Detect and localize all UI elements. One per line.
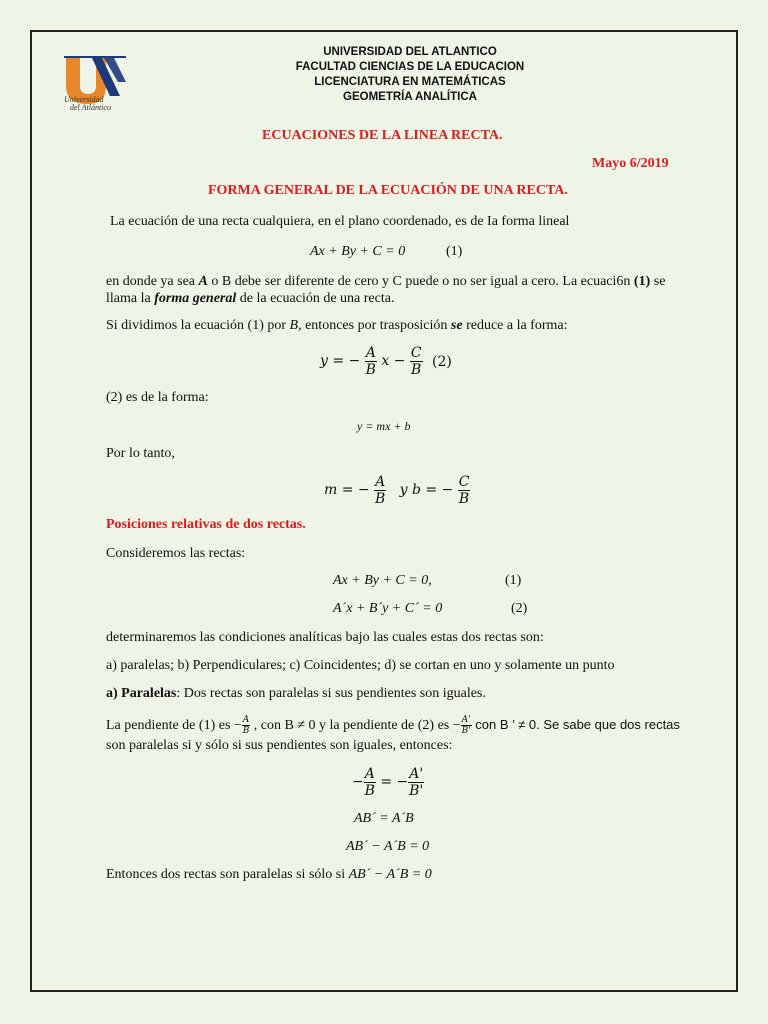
text-segment: se [650,274,666,289]
numerator: C [410,344,422,361]
text-segment: o B debe ser diferente de cero y C puede o no ser igual a cero. La ecuaci6n [207,274,634,289]
equation-m: m = − [324,482,370,498]
university-logo [62,52,130,116]
var-b: B [289,318,299,333]
case-label-parallel: a) Paralelas [106,686,177,701]
equation-lhs: y = − [320,353,361,369]
numerator: A [375,473,386,490]
section-title-relative-positions: Posiciones relativas de dos rectas. [106,517,306,532]
equation-text: Ax + By + C = 0 [310,244,406,259]
paragraph-cases-list: a) paralelas; b) Perpendiculares; c) Coincidentes; d) se cortan en uno y solamente un punto [106,658,615,673]
paragraph-slopes [106,711,680,740]
equation-middle: x − [381,353,406,369]
var-a: A [198,274,208,289]
paragraph-form-of: (2) es de la forma: [106,390,209,405]
institution-header [250,45,570,105]
paragraph-parallel-definition [106,685,486,703]
text-segment: Entonces dos rectas son paralelas si sólo si [106,867,349,882]
fraction-c-over-b [410,345,423,378]
paragraph-consider: Consideremos las rectas: [106,546,246,561]
logo-text-line1: Universidad [64,95,104,104]
equation-slopes-equal [352,764,424,800]
equation-m-and-b [324,472,470,508]
equation-slope-intercept: y = mx + b [357,419,411,433]
text-segment: con B ’ ≠ 0. Se sabe que dos rectas [471,717,680,732]
denominator: B [411,361,422,378]
paragraph-parallel-iff: son paralelas si y sólo si sus pendientes son iguales, entonces: [106,738,453,753]
header-program: LICENCIATURA EN MATEMÁTICAS [314,76,506,88]
paragraph-therefore: Por lo tanto, [106,446,175,461]
text-segment: , con B ≠ 0 y la pendiente de (2) es − [250,718,461,733]
denominator: B [458,490,470,507]
equation-number-line-1: (1) [505,573,522,588]
text-segment: Si dividimos la ecuación (1) por [106,318,290,333]
text-segment: reduce a la forma: [462,318,568,333]
equation-number-1: (1) [446,244,463,259]
equation-cross-difference: AB´ − A´B = 0 [346,839,430,854]
denominator: B [375,490,386,507]
paragraph-division [106,317,568,335]
section-title-general-form: FORMA GENERAL DE LA ECUACIÓN DE UNA RECTA. [208,183,568,198]
word-se: se [450,318,463,333]
denominator: B [364,782,375,799]
header-faculty: FACULTAD CIENCIAS DE LA EDUCACION [295,61,525,73]
equation-inline: AB´ − A´B = 0 [348,867,432,882]
denominator: B [365,361,376,378]
denominator: B [242,726,250,737]
text-segment: La pendiente de (1) es − [106,718,242,733]
text-segment: , entonces por trasposición [298,318,451,333]
equation-line-2: A´x + B´y + C´ = 0 [333,601,443,616]
equation-cross-product: AB´ = A´B [354,811,414,826]
document-title: ECUACIONES DE LA LINEA RECTA. [262,128,503,143]
text-segment: : Dos rectas son paralelas si sus pendientes son iguales. [176,686,486,701]
equation-number-line-2: (2) [511,601,528,616]
text-segment: en donde ya sea [106,274,199,289]
equation-middle: = − [380,774,409,790]
numerator: A' [461,715,471,726]
header-course: GEOMETRÍA ANALÍTICA [343,91,477,103]
denominator: B' [409,782,424,799]
logo-text-line2: del Atlántico [70,103,111,112]
header-university: UNIVERSIDAD DEL ATLANTICO [323,46,497,58]
paragraph-intro: La ecuación de una recta cualquiera, en el plano coordenado, es de Ia forma lineal [110,214,570,229]
text-segment: de la ecuación de una recta. [236,291,395,306]
fraction-a-over-b [365,345,377,378]
numerator: C [458,473,470,490]
denominator: B' [461,726,471,737]
equation-reference: (1) [633,274,651,289]
equation-number-2: (2) [432,354,452,370]
paragraph-conditions: determinaremos las condiciones analíticas bajo las cuales estas dos rectas son: [106,630,544,645]
paragraph-condition-line2 [106,290,394,308]
numerator: A [365,344,376,361]
equation-line-1: Ax + By + C = 0, [333,573,432,588]
paragraph-condition-line1 [106,273,665,291]
numerator: A [242,715,250,726]
fraction-a-prime-over-b-prime-small [461,715,472,736]
equation-slope-intercept-derived [320,343,423,379]
numerator: A' [409,765,424,782]
term-general-form: forma general [154,291,237,306]
logo-text [64,96,111,112]
numerator: A [364,765,375,782]
fraction-c-over-b [458,474,471,507]
fraction-a-prime-over-b-prime [408,766,424,799]
fraction-a-over-b [364,766,376,799]
fraction-a-over-b [374,474,386,507]
text-segment: llama la [106,291,155,306]
paragraph-conclusion [106,866,432,884]
equation-general-form [310,243,405,261]
equation-sign: − [352,774,364,790]
document-date: Mayo 6/2019 [592,156,669,171]
equation-b: y b = − [399,482,454,498]
